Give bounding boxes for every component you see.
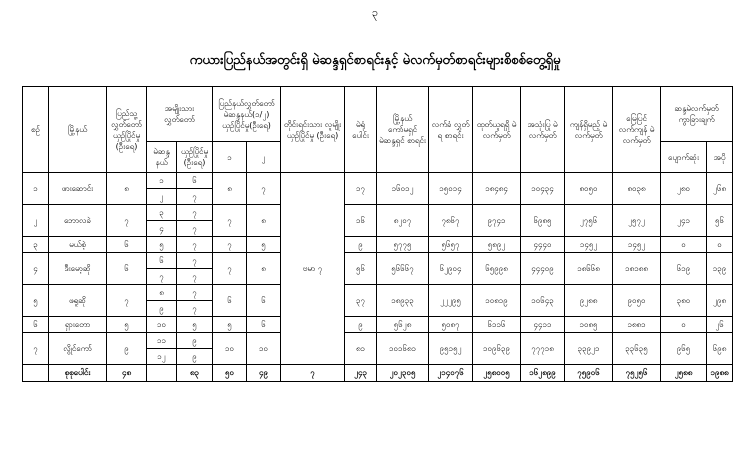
- header-pyithu: ပြည်သူ့ လွှတ်တော် ယှဉ်ပြိုင်မှု (ဦးရေ): [107, 87, 147, 173]
- stations: ၁၇: [345, 173, 377, 205]
- total-stations: ၂၄၃: [345, 365, 377, 382]
- actual-remaining: ၈၀၃၈: [613, 173, 661, 205]
- header-voters: မြို့နယ် ကော်မရှင် မဲဆန္ဒရှင် စာရင်း: [377, 87, 429, 173]
- header-diff-extra: အပို: [707, 142, 733, 173]
- total-actual-remaining: ၇၅၂၅၆: [613, 365, 661, 382]
- total-diff-lost: ၂၅၈၈: [661, 365, 707, 382]
- issued: ၁၀၉၆၃၉: [473, 333, 521, 365]
- table-row: [23, 237, 733, 253]
- total-remaining: ၇၅၉၀၆: [565, 365, 613, 382]
- total-used: ၁၆၂၈၉၉: [521, 365, 565, 382]
- diff-lost: ၆၁၉: [661, 253, 707, 285]
- stations: ၈၁: [345, 333, 377, 365]
- township-name: ဖရူဆို: [49, 285, 107, 317]
- total-region-2: ၄၉: [247, 365, 281, 382]
- diff-lost: ၂၄၁: [661, 205, 707, 237]
- remaining: ၂၇၅၆: [565, 205, 613, 237]
- amyotha-candidates: ၇: [177, 205, 213, 221]
- amyotha-candidates: ၇: [177, 269, 213, 285]
- header-township: မြို့နယ်: [49, 87, 107, 173]
- election-summary-table: [22, 86, 733, 382]
- voters: ၅၇၇၅: [377, 237, 429, 253]
- amyotha-candidates: ၇: [177, 221, 213, 237]
- header-amyotha-constituency: မဲဆန္ဒ နယ်: [147, 142, 177, 173]
- pyithu-candidates: ၆: [107, 253, 147, 285]
- received: ၉၅၁၅၂: [429, 333, 473, 365]
- township-name: ရှားတော: [49, 317, 107, 333]
- region-2-candidates: ၆: [247, 285, 281, 317]
- total-voters: ၂၀၂၃၀၅: [377, 365, 429, 382]
- table-row: [23, 317, 733, 333]
- issued: ၆၅၉၉၈: [473, 253, 521, 285]
- region-2-candidates: ၁၀: [247, 333, 281, 365]
- total-issued: ၂၅၈၀၀၅: [473, 365, 521, 382]
- voters: ၁၆၀၁၂: [377, 173, 429, 205]
- amyotha-constituency: ၁၁: [147, 333, 177, 349]
- amyotha-candidates: ၆: [177, 173, 213, 189]
- header-issued: ထုတ်ယူရရှိ မဲလက်မှတ်: [473, 87, 521, 173]
- amyotha-constituency: ၆: [147, 253, 177, 269]
- page-number: ၃: [371, 6, 379, 19]
- received: ၁၅၀၁၄: [429, 173, 473, 205]
- document-title: ကယားပြည်နယ်အတွင်းရှိ မဲဆန္ဒရှင်စာရင်းနှင့် မဲလက်မှတ်စာရင်းများစိစစ်တွေ့ရှိမှု: [189, 53, 561, 68]
- received: ၅၀၈၇: [429, 317, 473, 333]
- total-diff-extra: ၁၉၈၈: [707, 365, 733, 382]
- total-label: စုစုပေါင်း: [49, 365, 107, 382]
- header-amyotha-candidates: ယှဉ်ပြိုင်မှု (ဦးရေ): [177, 142, 213, 173]
- diff-extra: ၂၆၈: [707, 173, 733, 205]
- row-number: ၂: [23, 205, 49, 237]
- header-ethnic: တိုင်းရင်းသား လူမျိုး ယှဉ်ပြိုင်မှု (ဦးရေ): [281, 87, 345, 173]
- region-1-candidates: ၁၀: [213, 333, 247, 365]
- used: ၇၇၇၁၈: [521, 333, 565, 365]
- region-2-candidates: ၆: [247, 317, 281, 333]
- remaining: ၃၃၉၂၁: [565, 333, 613, 365]
- header-diff-lost: ပျောက်ဆုံး: [661, 142, 707, 173]
- issued: ၅၈၉၂: [473, 237, 521, 253]
- pyithu-candidates: ၇: [107, 205, 147, 237]
- actual-remaining: ၁၈၁၈၈: [613, 253, 661, 285]
- voters: ၈၂၀၇: [377, 205, 429, 237]
- region-1-candidates: ၇: [213, 205, 247, 237]
- used: ၁၀၄၃၄: [521, 173, 565, 205]
- received: ၆၂၉၀၄: [429, 253, 473, 285]
- region-1-candidates: ၇: [213, 237, 247, 253]
- header-remaining: ကျန်ရှိမည့် မဲလက်မှတ်: [565, 87, 613, 173]
- region-2-candidates: ၈: [247, 205, 281, 237]
- amyotha-constituency: ၁၀: [147, 317, 177, 333]
- stations: ၉: [345, 237, 377, 253]
- township-name: ဖားဆောင်း: [49, 173, 107, 205]
- pyithu-candidates: ၅: [107, 317, 147, 333]
- table-row: [23, 333, 733, 349]
- region-2-candidates: ၇: [247, 173, 281, 205]
- header-difference: ဆန္ဒမဲလက်မှတ် ကွာခြားချက်: [661, 87, 733, 142]
- amyotha-candidates: ၉: [177, 333, 213, 349]
- region-1-candidates: ၇: [213, 253, 247, 285]
- pyithu-candidates: ၇: [107, 285, 147, 317]
- amyotha-constituency: ၃: [147, 205, 177, 221]
- amyotha-candidates: ၇: [177, 189, 213, 205]
- pyithu-candidates: ၆: [107, 237, 147, 253]
- header-stations: မဲရုံ ပေါင်း: [345, 87, 377, 173]
- stations: ၁၆: [345, 205, 377, 237]
- header-region-2: ၂: [247, 142, 281, 173]
- row-number: ၅: [23, 285, 49, 317]
- ethnic-candidates: ဗမာ ၇: [281, 173, 345, 365]
- received: ၂၂၂၉၅: [429, 285, 473, 317]
- diff-extra: ၆၉၈: [707, 333, 733, 365]
- amyotha-constituency: ၁: [147, 173, 177, 189]
- remaining: ၁၀၈၅: [565, 317, 613, 333]
- diff-extra: ၂၆: [707, 317, 733, 333]
- received: ၅၆၅၇: [429, 237, 473, 253]
- voters: ၁၈၉၃၃: [377, 285, 429, 317]
- remaining: ၈၀၅၀: [565, 173, 613, 205]
- diff-extra: ၁၃၉: [707, 253, 733, 285]
- table-row: [23, 205, 733, 221]
- voters: ၅၆၂၈: [377, 317, 429, 333]
- diff-extra: ၅၆: [707, 205, 733, 237]
- diff-lost: ၀: [661, 237, 707, 253]
- issued: ၉၇၄၁: [473, 205, 521, 237]
- region-2-candidates: ၅: [247, 237, 281, 253]
- region-1-candidates: ၅: [213, 317, 247, 333]
- total-pyithu: ၄၈: [107, 365, 147, 382]
- issued: ၆၁၁၆: [473, 317, 521, 333]
- header-region: ပြည်နယ်လွှတ်တော် မဲဆန္ဒနယ်(၁/၂) ယှဉ်ပြိုင်မှု(ဦးရေ): [213, 87, 281, 142]
- diff-lost: ၂၈၀: [661, 173, 707, 205]
- region-1-candidates: ၈: [213, 173, 247, 205]
- header-used: အသုံးပြု မဲလက်မှတ်: [521, 87, 565, 173]
- voters: ၅၆၆၆၇: [377, 253, 429, 285]
- total-received: ၂၁၄၀၇၆: [429, 365, 473, 382]
- pyithu-candidates: ၉: [107, 333, 147, 365]
- total-label-cell: [23, 365, 49, 382]
- diff-lost: ၃၈၀: [661, 285, 707, 317]
- region-1-candidates: ၆: [213, 285, 247, 317]
- total-row: [23, 365, 733, 382]
- amyotha-candidates: ၇: [177, 253, 213, 269]
- amyotha-constituency: ၄: [147, 221, 177, 237]
- township-name: မယ်စဲ့: [49, 237, 107, 253]
- row-number: ၃: [23, 237, 49, 253]
- actual-remaining: ၂၅၇၂: [613, 205, 661, 237]
- amyotha-candidates: ၇: [177, 301, 213, 317]
- stations: ၅၆: [345, 253, 377, 285]
- total-region-1: ၅၀: [213, 365, 247, 382]
- header-amyotha: အမျိုးသား လွှတ်တော်: [147, 87, 213, 142]
- used: ၁၀၆၄၃: [521, 285, 565, 317]
- township-name: ဘောလခဲ: [49, 205, 107, 237]
- used: ၄၄၄၀: [521, 237, 565, 253]
- row-number: ၄: [23, 253, 49, 285]
- region-2-candidates: ၈: [247, 253, 281, 285]
- stations: ၉: [345, 317, 377, 333]
- total-amyotha-candidates: ၈၃: [177, 365, 213, 382]
- amyotha-candidates: ၇: [177, 285, 213, 301]
- actual-remaining: ၁၄၅၂: [613, 237, 661, 253]
- remaining: ၁၈၆၆၈: [565, 253, 613, 285]
- actual-remaining: ၃၃၆၃၅: [613, 333, 661, 365]
- row-number: ၁: [23, 173, 49, 205]
- issued: ၁၈၄၈၄: [473, 173, 521, 205]
- township-name: ဒီးမော့ဆို: [49, 253, 107, 285]
- total-ethnic: ၇: [281, 365, 345, 382]
- amyotha-candidates: ၅: [177, 317, 213, 333]
- diff-lost: ၀: [661, 317, 707, 333]
- total-constituency: [147, 365, 177, 382]
- table-row: [23, 285, 733, 301]
- amyotha-candidates: ၇: [177, 237, 213, 253]
- stations: ၃၇: [345, 285, 377, 317]
- row-number: ၇: [23, 333, 49, 365]
- amyotha-constituency: ၇: [147, 269, 177, 285]
- diff-extra: ၂၉၈: [707, 285, 733, 317]
- used: ၄၄၁၁: [521, 317, 565, 333]
- amyotha-constituency: ၉: [147, 301, 177, 317]
- used: ၆၉၈၅: [521, 205, 565, 237]
- used: ၄၄၄၀၉: [521, 253, 565, 285]
- township-name: လွိုင်ကော်: [49, 333, 107, 365]
- amyotha-constituency: ၅: [147, 237, 177, 253]
- diff-lost: ၉၆၅: [661, 333, 707, 365]
- amyotha-constituency: ၂: [147, 189, 177, 205]
- header-actual-remaining: မြေပြင် လက်ကျန် မဲလက်မှတ်: [613, 87, 661, 173]
- header-no: စဉ်: [23, 87, 49, 173]
- voters: ၁၀၁၆၈၁: [377, 333, 429, 365]
- header-region-1: ၁: [213, 142, 247, 173]
- actual-remaining: ၁၈၈၁: [613, 317, 661, 333]
- diff-extra: ၀: [707, 237, 733, 253]
- remaining: ၁၄၅၂: [565, 237, 613, 253]
- issued: ၁၀၈၁၉: [473, 285, 521, 317]
- received: ၇၈၆၇: [429, 205, 473, 237]
- remaining: ၉၂၈၈: [565, 285, 613, 317]
- table-row: [23, 173, 733, 189]
- amyotha-constituency: ၁၂: [147, 349, 177, 365]
- actual-remaining: ၉၀၅၀: [613, 285, 661, 317]
- row-number: ၆: [23, 317, 49, 333]
- pyithu-candidates: ၈: [107, 173, 147, 205]
- table-row: [23, 253, 733, 269]
- amyotha-constituency: ၈: [147, 285, 177, 301]
- header-received: လက်ခံ လွှတ်ရ စာရင်း: [429, 87, 473, 173]
- amyotha-candidates: ၉: [177, 349, 213, 365]
